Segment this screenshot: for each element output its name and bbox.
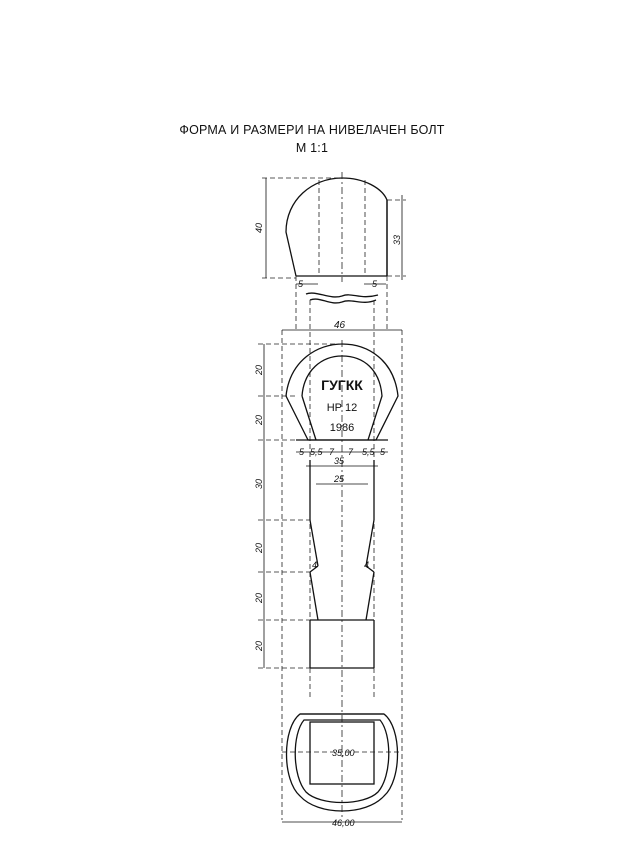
dim-25: 25: [334, 474, 345, 484]
row-dim-1: 5: [299, 447, 305, 457]
bolt-head: [254, 172, 406, 289]
row-dim-5: 5,5: [362, 447, 375, 457]
dim-35: 35: [334, 456, 345, 466]
chamfer-right-dim: 5: [372, 279, 378, 289]
row-dim-6: 5: [380, 447, 386, 457]
stamp-org: ГУГКК: [321, 377, 363, 393]
left-dim-1: 20: [254, 364, 264, 376]
left-dim-6: 20: [254, 640, 264, 652]
left-dim-3: 30: [254, 478, 264, 490]
left-dim-5: 20: [254, 592, 264, 604]
chamfer-left-dim: 5: [298, 279, 304, 289]
row-dim-2: 5,5: [310, 447, 323, 457]
drawing-scale: М 1:1: [295, 141, 329, 155]
break-line: [306, 293, 378, 297]
stamp-year: 1986: [329, 422, 355, 434]
row-dim-3: 7: [329, 447, 335, 457]
shank-width-dim: 46: [334, 320, 346, 331]
stamp-code: НР 12: [326, 402, 358, 414]
row-dim-4: 7: [348, 447, 354, 457]
cap-height-dim: 33: [392, 234, 402, 246]
left-dim-4: 20: [254, 542, 264, 554]
drawing-title: ФОРМА И РАЗМЕРИ НА НИВЕЛАЧЕН БОЛТ: [179, 123, 445, 137]
head-height-dim: 40: [254, 222, 264, 234]
base-inner-dim: 35,00: [332, 748, 355, 758]
left-dim-2: 20: [254, 414, 264, 426]
taper-left-dim: 4: [312, 560, 318, 570]
break-line-2: [310, 299, 376, 303]
base-outer-dim: 46,00: [332, 818, 355, 828]
taper-right-dim: 4: [364, 560, 370, 570]
